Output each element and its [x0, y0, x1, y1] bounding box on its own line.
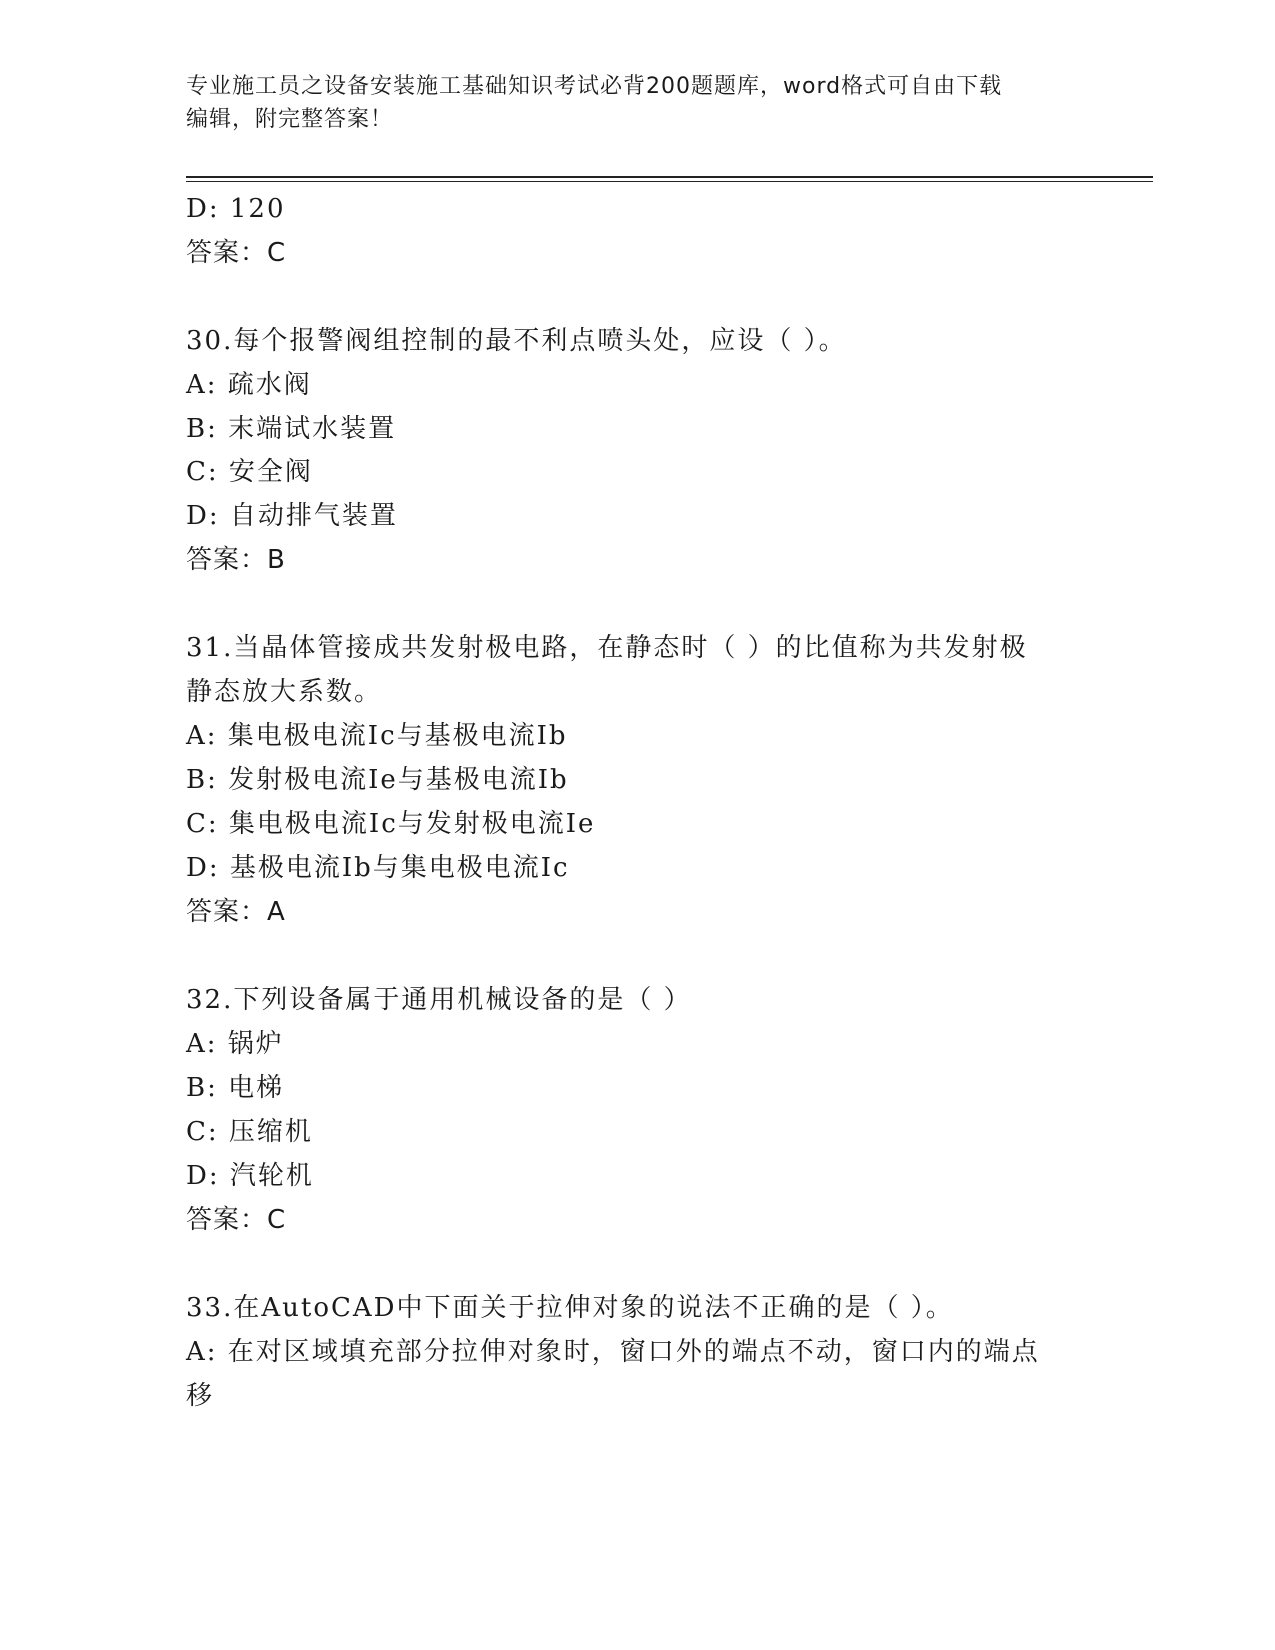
- question-33-option-a-line-2: 移: [186, 1381, 215, 1411]
- question-33-option-a-line-1: A: 在对区域填充部分拉伸对象时，窗口外的端点不动，窗口内的端点: [186, 1337, 1040, 1367]
- question-30-answer: 答案：B: [186, 545, 286, 575]
- question-31-answer: 答案：A: [186, 897, 286, 927]
- question-32-answer: 答案：C: [186, 1205, 287, 1235]
- question-30-option-b: B: 末端试水装置: [186, 414, 397, 444]
- question-30-stem: 30.每个报警阀组控制的最不利点喷头处，应设（ ）。: [186, 326, 847, 356]
- question-31-option-d: D: 基极电流Ib与集电极电流Ic: [186, 853, 570, 883]
- header-line-2: 编辑，附完整答案！: [186, 107, 394, 132]
- header-line-1: 专业施工员之设备安装施工基础知识考试必背200题题库，word格式可自由下载: [186, 74, 1003, 99]
- document-header: [186, 70, 1086, 136]
- question-30-option-c: C: 安全阀: [186, 457, 313, 487]
- question-30-option-d: D: 自动排气装置: [186, 501, 398, 531]
- question-31-option-b: B: 发射极电流Ie与基极电流Ib: [186, 765, 569, 795]
- question-31-option-a: A: 集电极电流Ic与基极电流Ib: [186, 721, 568, 751]
- question-30-option-a: A: 疏水阀: [186, 370, 312, 400]
- prev-option-d: D: 120: [186, 194, 286, 224]
- question-33-stem: 33.在AutoCAD中下面关于拉伸对象的说法不正确的是（ ）。: [186, 1293, 954, 1323]
- question-32-option-b: B: 电梯: [186, 1073, 285, 1103]
- question-32-option-c: C: 压缩机: [186, 1117, 313, 1147]
- question-32-stem: 32.下列设备属于通用机械设备的是（ ）: [186, 985, 692, 1015]
- question-31-stem-line-2: 静态放大系数。: [186, 677, 383, 707]
- header-divider-thin: [186, 181, 1153, 182]
- question-31-stem-line-1: 31.当晶体管接成共发射极电路，在静态时（ ）的比值称为共发射极: [186, 633, 1028, 663]
- question-32-option-d: D: 汽轮机: [186, 1161, 314, 1191]
- prev-answer: 答案：C: [186, 238, 287, 268]
- header-divider-thick: [186, 176, 1153, 178]
- question-32-option-a: A: 锅炉: [186, 1029, 284, 1059]
- question-31-option-c: C: 集电极电流Ic与发射极电流Ie: [186, 809, 596, 839]
